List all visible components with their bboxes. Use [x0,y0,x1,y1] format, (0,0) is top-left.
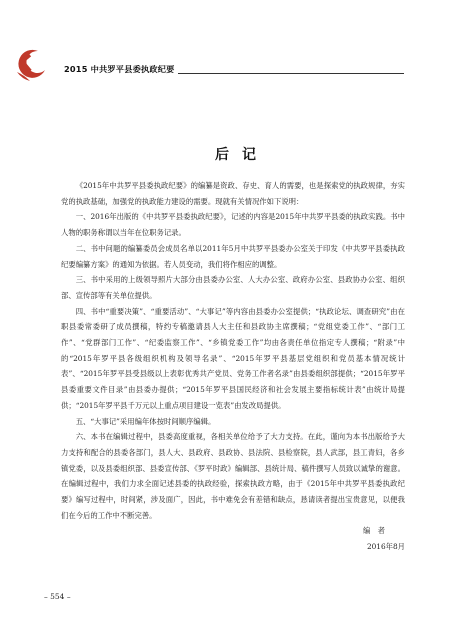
paragraph-2: 二、书中问题的编纂委员会成员名单以2011年5月中共罗平县委办公室关于印发《中共罗平县委执政纪要编纂方案》的通知为依据。若人员变动，我们将作相应的调整。 [61,243,405,269]
paragraph-4: 四、书中“重要决策”、“重要活动”、“大事记”等内容由县委办公室提供；“执政论坛、调查研究”由在职县委常委研了成员撰稿，特约专稿邀请县人大主任和县政协主席撰稿；“党组党委工作”、“部门工作”、“党群部门工作”、“纪委监察工作”、“乡镇党委工作”均由各责任单位指定专人撰稿；“附录”中的“2015年罗平县各级组织机构及领导名录”、“2015年罗平县基层党组织和党员基本情况统计表”、“2015年罗平县受县级以上表彰优秀共产党员、党务工作者名录”由县委组织部提供；“2015年罗平县委重要文件目录”由县委办提供；“2015年罗平县国民经济和社会发展主要指标统计表”由统计局提供；“2015年罗平县千万元以上重点项目建设一览表”由发改局提供。 [61,306,405,410]
signature-date: 2016年8月 [366,542,405,552]
paragraph-intro: 《2015年中共罗平县委执政纪要》的编纂是资政、存史、育人的需要，也是探索党的执政规律，夯实党的执政基础，加强党的执政能力建设的需要。现就有关情况作如下说明： [61,181,405,206]
party-emblem-icon [14,48,48,82]
paragraph-1: 一、2016年出版的《中共罗平县委执政纪要》，记述的内容是2015年中共罗平县委的执政实践。书中人物的职务称谓以当年在位职务记录。 [61,212,405,238]
paragraph-5: 五、“大事记”采用编年体按时间顺序编辑。 [75,416,216,426]
header-rule [178,73,404,74]
paragraph-3: 三、书中采用的上级领导照片大部分由县委办公室、人大办公室、政府办公室、县政协办公室、组织部、宣传部等有关单位提供。 [61,275,405,300]
page-title: 后记 [215,147,269,163]
page-number: – 554 – [44,592,71,601]
paragraph-6: 六、本书在编辑过程中，县委高度重视，各相关单位给予了大力支持。在此，谨向为本书出版给予大力支持和配合的县委各部门，县人大、县政府、县政协、县法院、县检察院，县人武部，县工青妇，各乡镇党委，以及县委组织部、县委宣传部、《罗平时政》编辑部、县统计局、稿件撰写人员致以诚挚的谢意。在编辑过程中，我们力求全面记述县委的执政经验，探索执政方略，由于《2015年中共罗平县委执政纪要》编写过程中，时间紧，涉及面广，因此，书中难免会有差错和缺点，恳请读者提出宝贵意见，以便我们在今后的工作中不断完善。 [61,432,405,520]
editor-signature: 编 者 [362,526,385,536]
running-header-title: 2015 中共罗平县委执政纪要 [64,64,175,74]
body-text [61,178,405,555]
